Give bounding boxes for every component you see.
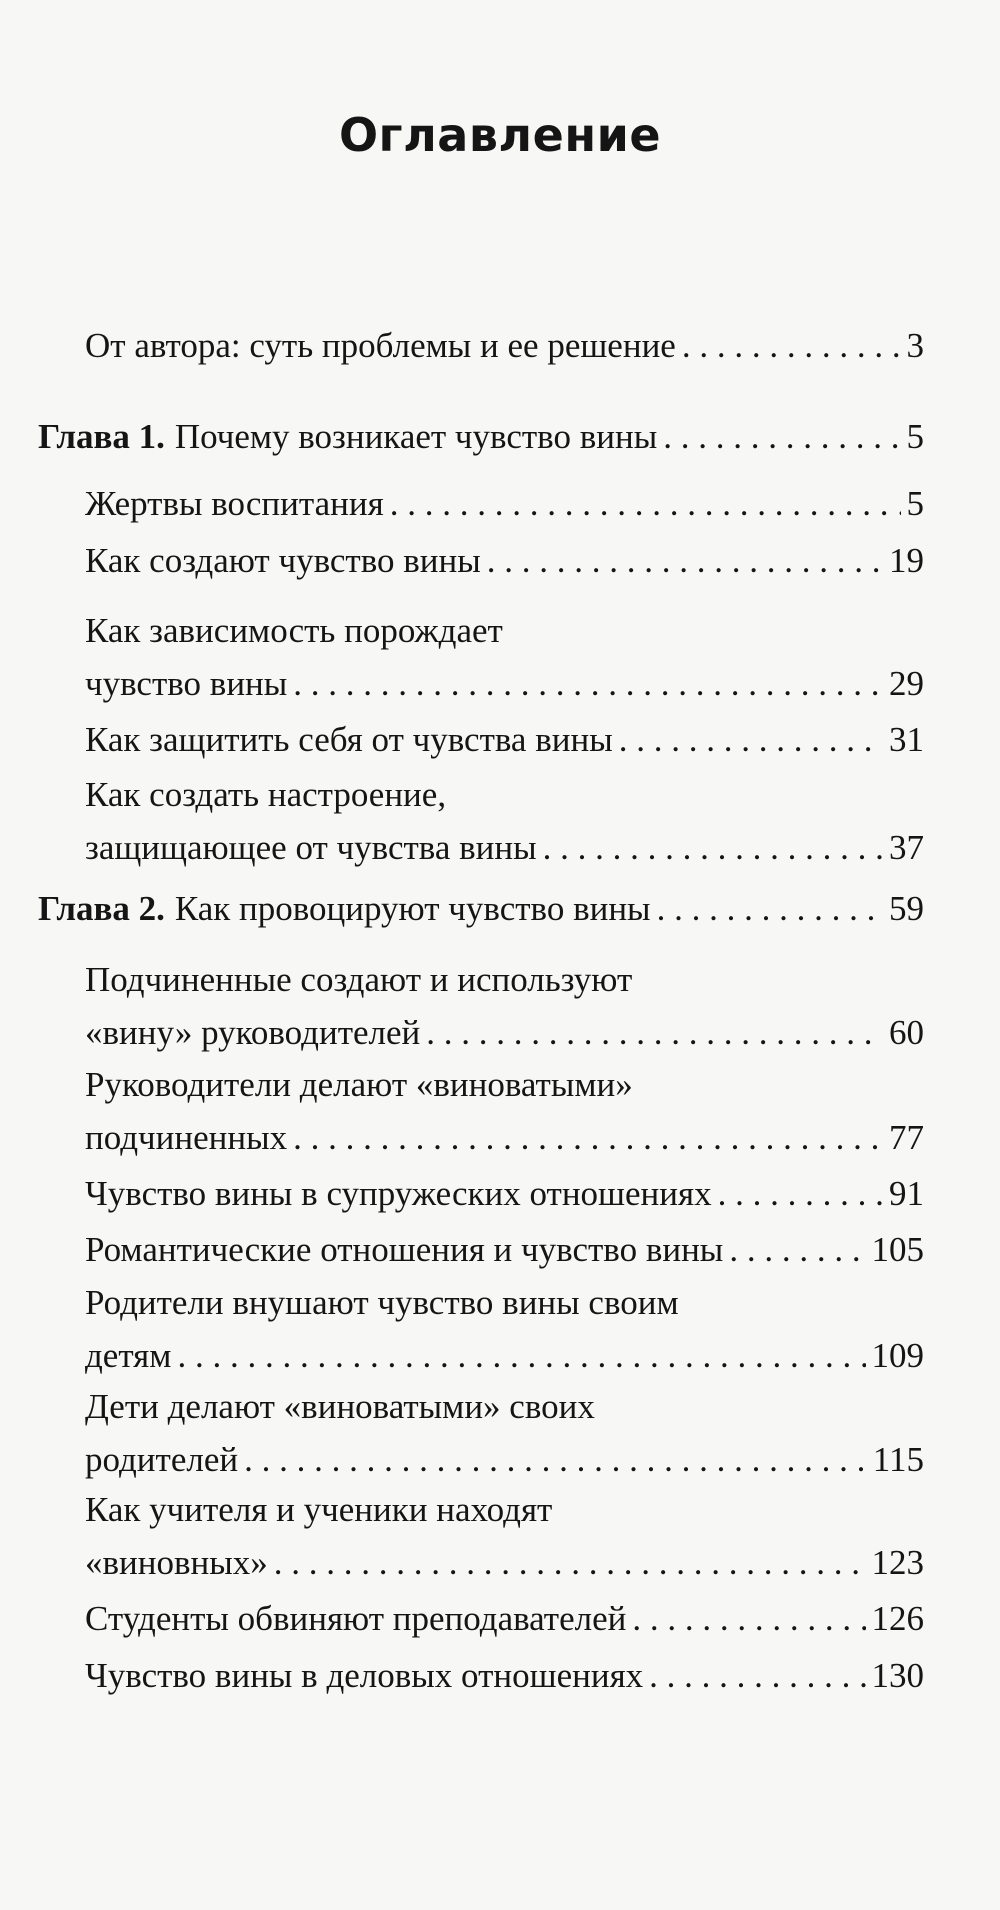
chapter-number: Глава 2. — [38, 889, 165, 928]
section-title-line: Дети делают «виноватыми» своих — [85, 1387, 595, 1426]
dot-leader — [543, 830, 883, 865]
section-title-line: родителей — [85, 1440, 239, 1479]
page-title: Оглавление — [338, 108, 662, 162]
dot-leader — [293, 1120, 883, 1155]
page-number: 105 — [871, 1230, 924, 1269]
page-number: 109 — [871, 1336, 924, 1375]
dot-leader — [244, 1442, 867, 1477]
chapter-title: Почему возникает чувство вины — [174, 417, 658, 456]
dot-leader — [663, 419, 900, 454]
section-title: Жертвы воспитания — [85, 484, 384, 523]
page-number: 37 — [889, 828, 924, 867]
section-title-line: Как зависимость порождает — [85, 611, 503, 650]
section-title: Чувство вины в супружеских отношениях — [85, 1174, 712, 1213]
section-title-line: Как создать настроение, — [85, 775, 447, 814]
dot-leader — [682, 328, 901, 363]
page-number: 123 — [871, 1543, 924, 1582]
chapter-title: Как провоцируют чувство вины — [174, 889, 651, 928]
dot-leader — [487, 543, 883, 578]
section-title-line: Руководители делают «виноватыми» — [85, 1065, 633, 1104]
page-number: 91 — [889, 1174, 924, 1213]
page-number: 130 — [871, 1656, 924, 1695]
dot-leader — [657, 891, 883, 926]
section-title-line: подчиненных — [85, 1118, 288, 1157]
page-number: 59 — [889, 889, 924, 928]
section-title: Как защитить себя от чувства вины — [85, 720, 613, 759]
page-number: 115 — [872, 1440, 924, 1479]
dot-leader — [274, 1545, 866, 1580]
page-number: 5 — [906, 417, 924, 456]
dot-leader — [718, 1176, 883, 1211]
section-title-line: «вину» руководителей — [85, 1013, 421, 1052]
page-number: 60 — [889, 1013, 924, 1052]
page-number: 77 — [889, 1118, 924, 1157]
dot-leader — [649, 1658, 865, 1693]
page-number: 29 — [889, 664, 924, 703]
dot-leader — [632, 1601, 865, 1636]
section-title: Романтические отношения и чувство вины — [85, 1230, 724, 1269]
page-number: 31 — [889, 720, 924, 759]
section-title-line: Подчиненные создают и используют — [85, 960, 633, 999]
section-title-line: «виновных» — [85, 1543, 268, 1582]
section-title-line: чувство вины — [85, 664, 288, 703]
page-number: 5 — [906, 484, 924, 523]
dot-leader — [619, 722, 883, 757]
dot-leader — [293, 666, 883, 701]
dot-leader — [426, 1015, 883, 1050]
section-title-line: защищающее от чувства вины — [85, 828, 537, 867]
dot-leader — [729, 1232, 865, 1267]
page-number: 19 — [889, 541, 924, 580]
dot-leader — [177, 1338, 865, 1373]
section-title-line: Как учителя и ученики находят — [85, 1490, 553, 1529]
page-number: 126 — [871, 1599, 924, 1638]
dot-leader — [390, 486, 901, 521]
section-title-line: Родители внушают чувство вины своим — [85, 1283, 679, 1322]
page-number: 3 — [906, 326, 924, 365]
section-title: Чувство вины в деловых отношениях — [85, 1656, 644, 1695]
section-title: Студенты обвиняют преподавателей — [85, 1599, 627, 1638]
section-title: Как создают чувство вины — [85, 541, 481, 580]
entry-text: От автора: суть проблемы и ее решение — [85, 326, 676, 365]
chapter-number: Глава 1. — [38, 417, 165, 456]
section-title-line: детям — [85, 1336, 172, 1375]
